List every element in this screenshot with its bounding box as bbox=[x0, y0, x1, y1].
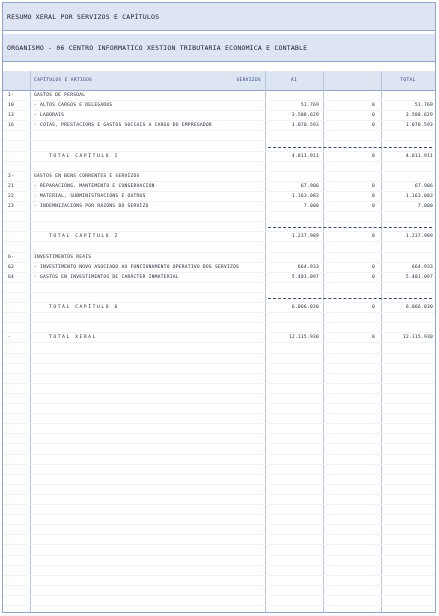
table-row bbox=[3, 101, 435, 111]
row-description: - ALTOS CARGOS E DELEGADOS bbox=[34, 103, 113, 109]
row-separator bbox=[3, 283, 435, 293]
report-page bbox=[2, 2, 436, 613]
subtotal-rule bbox=[268, 227, 432, 228]
row-separator bbox=[3, 434, 435, 444]
chapter-heading-row bbox=[3, 91, 435, 101]
row-value-total: 3.588.629 bbox=[405, 113, 433, 119]
row-description: - COTAS, PRESTACIÓNS E GASTOS SOCIAIS A CARGO DO EMPREGADOR bbox=[34, 123, 212, 129]
row-separator bbox=[3, 374, 435, 384]
row-code: 23 bbox=[8, 204, 15, 210]
row-separator bbox=[3, 525, 435, 535]
chapter-total-row bbox=[3, 232, 435, 242]
row-separator bbox=[3, 556, 435, 566]
row-description: TOTAL CAPÍTULO 1 bbox=[49, 153, 119, 159]
row-value-a1: 0 bbox=[371, 153, 375, 159]
table-row bbox=[3, 192, 435, 202]
row-code: - bbox=[8, 335, 12, 341]
summary-table bbox=[3, 71, 435, 612]
row-separator bbox=[3, 384, 435, 394]
row-separator bbox=[3, 414, 435, 424]
row-value-a1: 0 bbox=[371, 103, 375, 109]
row-value-services: 1.070.593 bbox=[291, 123, 319, 129]
row-description: - INVESTIMENTO NOVO ASOCIADO AO FUNCIONAMENTO OPERATIVO DOS SERVIZOS bbox=[34, 264, 240, 270]
row-separator bbox=[3, 475, 435, 485]
row-value-services: 664.933 bbox=[297, 264, 319, 270]
row-separator bbox=[3, 162, 435, 172]
row-description: GASTOS EN BENS CORRENTES E SERVIZOS bbox=[34, 173, 140, 179]
row-separator bbox=[3, 535, 435, 545]
column-header-blank bbox=[323, 71, 381, 91]
row-value-total: 6.066.030 bbox=[405, 305, 433, 311]
row-value-a1: 0 bbox=[371, 113, 375, 119]
row-code: 62 bbox=[8, 264, 15, 270]
row-value-total: 5.401.097 bbox=[405, 274, 433, 280]
row-separator bbox=[3, 455, 435, 465]
row-code: 22 bbox=[8, 194, 15, 199]
row-code: 64 bbox=[8, 274, 15, 280]
row-value-a1: 0 bbox=[371, 305, 375, 311]
row-code: 6- bbox=[8, 254, 15, 260]
chapter-heading-row bbox=[3, 172, 435, 182]
row-description: - REPARACIÓNS, MANTEMENTO E CONSERVACIÓN bbox=[34, 183, 155, 189]
row-value-a1: 0 bbox=[371, 335, 375, 341]
row-value-total: 4.811.911 bbox=[405, 153, 433, 159]
row-separator bbox=[3, 596, 435, 606]
row-description: INVESTIMENTOS REAIS bbox=[34, 254, 92, 260]
row-separator bbox=[3, 586, 435, 596]
row-value-a1: 0 bbox=[371, 234, 375, 240]
row-description: - LABORAIS bbox=[34, 113, 65, 119]
row-value-services: 1.237.989 bbox=[291, 234, 319, 240]
row-value-services: 6.066.030 bbox=[291, 305, 319, 311]
row-value-total: 51.769 bbox=[414, 103, 433, 109]
row-separator bbox=[3, 445, 435, 455]
chapter-total-row bbox=[3, 152, 435, 162]
row-separator bbox=[3, 424, 435, 434]
row-separator bbox=[3, 485, 435, 495]
row-separator bbox=[3, 495, 435, 505]
row-separator bbox=[3, 313, 435, 323]
row-code: 16 bbox=[8, 123, 15, 129]
row-value-a1: 0 bbox=[371, 183, 375, 189]
column-header-a1: A1 bbox=[265, 71, 323, 91]
row-value-services: 4.811.911 bbox=[291, 153, 319, 159]
row-separator bbox=[3, 354, 435, 364]
row-code: 1- bbox=[8, 93, 15, 98]
row-value-a1: 0 bbox=[371, 274, 375, 280]
row-description: TOTAL CAPÍTULO 6 bbox=[49, 305, 119, 311]
row-value-services: 67.906 bbox=[300, 183, 319, 189]
row-value-a1: 0 bbox=[371, 123, 375, 129]
row-value-total: 1.163.083 bbox=[405, 194, 433, 199]
row-separator bbox=[3, 323, 435, 333]
row-value-total: 1.070.593 bbox=[405, 123, 433, 129]
row-value-a1: 0 bbox=[371, 194, 375, 199]
table-row bbox=[3, 263, 435, 273]
row-value-total: 664.933 bbox=[411, 264, 433, 270]
row-separator bbox=[3, 465, 435, 475]
row-code: 2- bbox=[8, 173, 15, 179]
row-separator bbox=[3, 212, 435, 222]
row-value-total: 1.237.989 bbox=[405, 234, 433, 240]
row-value-total: 12.115.930 bbox=[402, 335, 433, 341]
chapter-total-row bbox=[3, 303, 435, 313]
chapter-total-row bbox=[3, 333, 435, 343]
row-value-a1: 0 bbox=[371, 204, 375, 210]
row-description: GASTOS DE PERSOAL bbox=[34, 93, 86, 98]
organism-title: ORGANISMO - 06 CENTRO INFORMATICO XESTION TRIBUTARIA ECONOMICA E CONTABLE bbox=[3, 34, 435, 62]
row-description: - MATERIAL, SUBMINISTRACIÓNS E OUTROS bbox=[34, 194, 146, 199]
row-separator bbox=[3, 344, 435, 354]
row-separator bbox=[3, 364, 435, 374]
column-header-chapters: CAPÍTULOS E ARTIGOS bbox=[34, 78, 93, 83]
row-separator bbox=[3, 404, 435, 414]
row-separator bbox=[3, 394, 435, 404]
row-separator bbox=[3, 505, 435, 515]
row-value-services: 3.588.629 bbox=[291, 113, 319, 119]
row-value-services: 1.163.083 bbox=[291, 194, 319, 199]
chapter-heading-row bbox=[3, 253, 435, 263]
column-header-services: SERVIZOS bbox=[236, 78, 261, 83]
table-row bbox=[3, 202, 435, 212]
row-separator bbox=[3, 243, 435, 253]
row-code: 10 bbox=[8, 103, 15, 109]
column-header-total: TOTAL bbox=[381, 71, 435, 91]
row-value-services: 7.000 bbox=[303, 204, 319, 210]
row-value-services: 12.115.930 bbox=[288, 335, 319, 341]
row-description: TOTAL CAPÍTULO 2 bbox=[49, 234, 119, 240]
subtotal-rule bbox=[268, 298, 432, 299]
row-description: TOTAL XERAL bbox=[49, 335, 98, 341]
row-value-services: 51.769 bbox=[300, 103, 319, 109]
table-row bbox=[3, 182, 435, 192]
table-row bbox=[3, 273, 435, 283]
row-value-a1: 0 bbox=[371, 264, 375, 270]
row-value-total: 67.906 bbox=[414, 183, 433, 189]
row-code: 13 bbox=[8, 113, 15, 119]
row-code: 21 bbox=[8, 183, 15, 189]
row-separator bbox=[3, 546, 435, 556]
row-separator bbox=[3, 515, 435, 525]
row-value-total: 7.000 bbox=[417, 204, 433, 210]
row-description: - INDEMNIZACIÓNS POR RAZÓNS DO SERVIZO bbox=[34, 204, 149, 210]
row-value-services: 5.401.097 bbox=[291, 274, 319, 280]
row-description: - GASTOS EN INVESTIMENTOS DE CARÁCTER INMATERIAL bbox=[34, 274, 179, 280]
report-title: RESUMO XERAL POR SERVIZOS E CAPÍTULOS bbox=[3, 3, 435, 31]
row-separator bbox=[3, 576, 435, 586]
subtotal-rule bbox=[268, 147, 432, 148]
table-row bbox=[3, 121, 435, 131]
row-separator bbox=[3, 566, 435, 576]
row-separator bbox=[3, 131, 435, 141]
table-row bbox=[3, 111, 435, 121]
